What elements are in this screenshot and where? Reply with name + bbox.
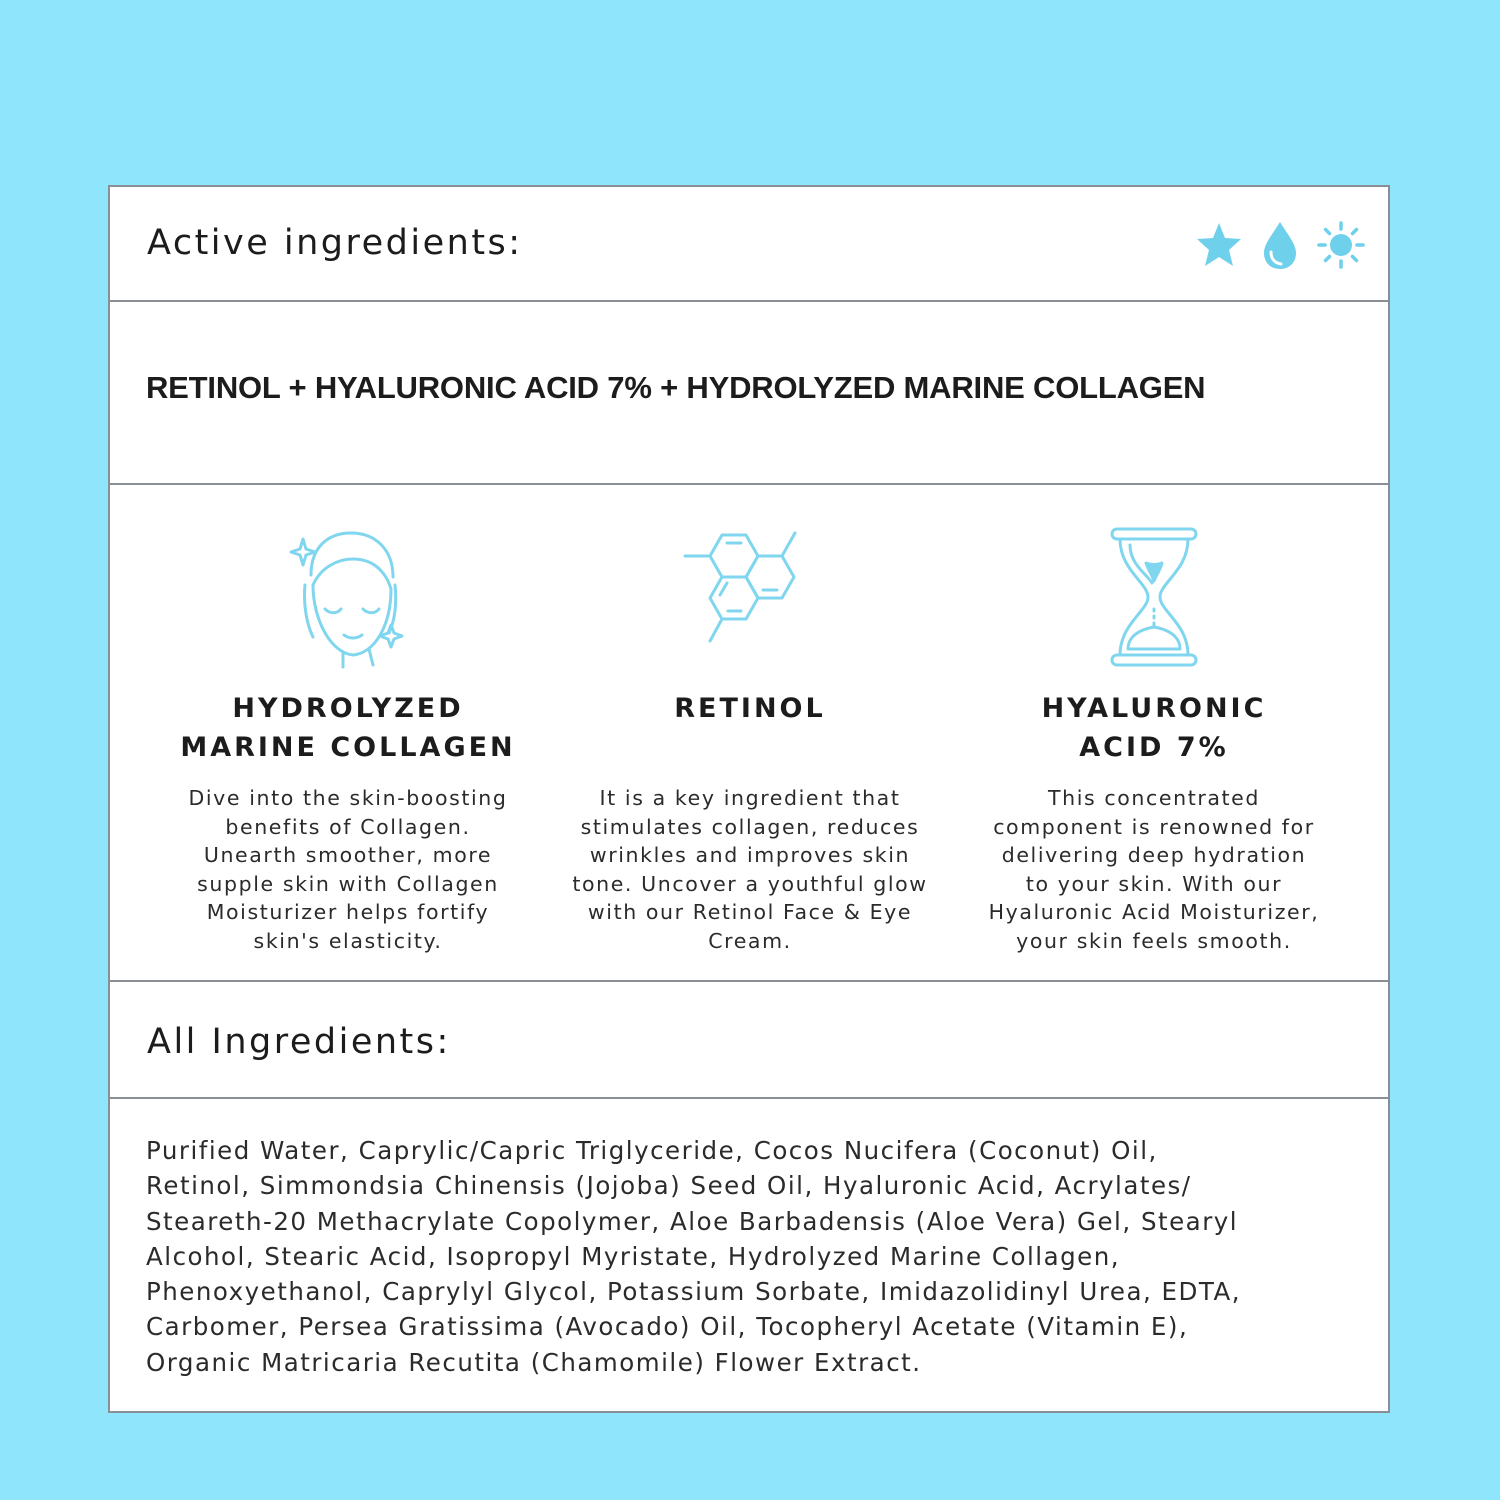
description-line: stimulates collagen, reduces [580,814,920,839]
ingredient-hyaluronic [944,485,1364,956]
hourglass-icon [1104,525,1204,675]
ingredient-retinol [540,485,960,956]
all-ingredients-body [110,1099,1388,1411]
actives-summary: RETINOL + HYALURONIC ACID 7% + HYDROLYZED MARINE COLLAGEN [146,370,1206,405]
description-line: supple skin with Collagen [197,871,499,896]
ingredient-title-line1: HYDROLYZED [232,693,464,724]
description-line: Hyaluronic Acid Moisturizer, [988,900,1320,925]
ingredient-title-line1: HYALURONIC [1041,693,1267,724]
ingredient-title-line2: MARINE COLLAGEN [180,732,516,763]
description-line: Dive into the skin-boosting [188,786,508,810]
ingredients-line: Phenoxyethanol, Caprylyl Glycol, Potassium Sorbate, Imidazolidinyl Urea, EDTA, [146,1277,1241,1307]
all-ingredients-title: All Ingredients: [147,1022,451,1062]
ingredient-description [964,784,1344,956]
description-line: Moisturizer helps fortify [206,900,490,925]
all-ingredients-header [110,982,1388,1099]
ingredients-line: Organic Matricaria Recutita (Chamomile) Flower Extract. [146,1347,922,1377]
water-drop-icon [1260,219,1300,271]
sun-icon [1316,220,1366,270]
ingredient-description [560,784,940,956]
actives-summary-row [110,302,1388,485]
description-line: Cream. [708,928,792,953]
description-line: your skin feels smooth. [1016,928,1292,953]
description-line: delivering deep hydration [1001,843,1307,868]
header-icons [1194,219,1366,271]
ingredient-description [158,784,538,956]
active-ingredients-title: Active ingredients: [147,223,523,263]
description-line: Unearth smoother, more [203,843,493,868]
all-ingredients-list [146,1133,1361,1380]
ingredient-title-line1: RETINOL [674,693,826,724]
description-line: component is renowned for [993,814,1315,839]
ingredients-line: Alcohol, Stearic Acid, Isopropyl Myristate, Hydrolyzed Marine Collagen, [146,1241,1121,1271]
face-icon [283,525,413,675]
ingredients-line: Carbomer, Persea Gratissima (Avocado) Oil, Tocopheryl Acetate (Vitamin E), [146,1312,1189,1342]
description-line: skin's elasticity. [253,928,443,953]
ingredient-columns [110,485,1388,982]
molecule-icon [675,525,825,675]
description-line: tone. Uncover a youthful glow [572,871,928,896]
ingredient-collagen [138,485,558,956]
ingredients-panel [108,185,1390,1413]
description-line: wrinkles and improves skin [589,843,911,868]
ingredient-title-line2: ACID 7% [1079,732,1229,763]
star-icon [1194,220,1244,270]
ingredients-line: Steareth-20 Methacrylate Copolymer, Aloe Barbadensis (Aloe Vera) Gel, Stearyl [146,1206,1239,1236]
description-line: It is a key ingredient that [599,786,901,810]
ingredients-line: Retinol, Simmondsia Chinensis (Jojoba) Seed Oil, Hyaluronic Acid, Acrylates/ [146,1171,1192,1201]
description-line: This concentrated [1048,786,1260,810]
description-line: benefits of Collagen. [225,814,471,839]
active-ingredients-header [110,187,1388,302]
description-line: to your skin. With our [1025,871,1283,896]
description-line: with our Retinol Face & Eye [587,900,913,925]
ingredients-line: Purified Water, Caprylic/Capric Triglyceride, Cocos Nucifera (Coconut) Oil, [146,1136,1158,1165]
